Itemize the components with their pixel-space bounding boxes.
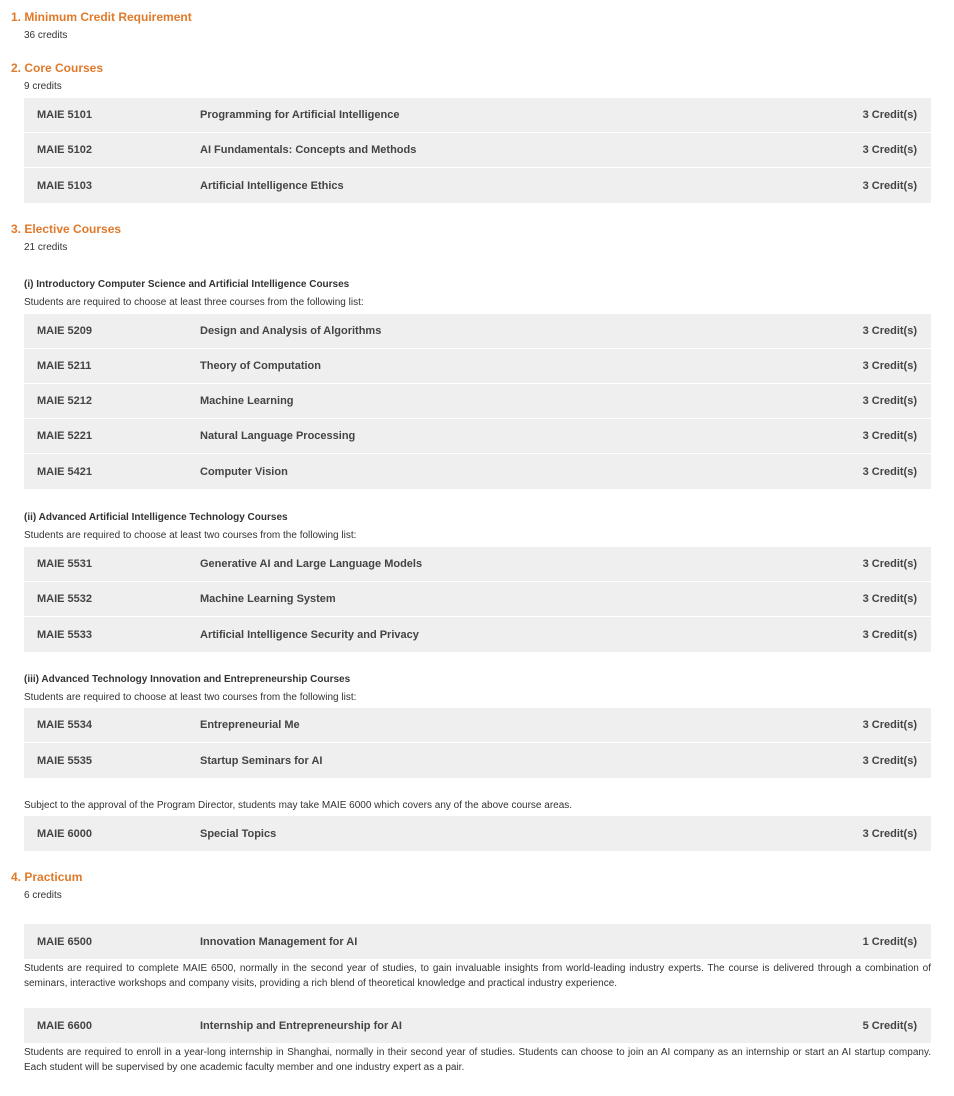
table-row	[24, 349, 931, 384]
special-topics-note: Subject to the approval of the Program Director, students may take MAIE 6000 which covers any of the above course areas.	[24, 800, 573, 811]
course-credits: 3 Credit(s)	[862, 109, 917, 121]
course-name: Machine Learning	[200, 395, 294, 407]
table-row	[24, 98, 931, 133]
course-code: MAIE 5221	[37, 430, 93, 442]
course-description: Students are required to complete MAIE 6500, normally in the second year of studies, to gain invaluable insights from world-leading industry experts. The course is delivered through a combination of seminars, interactive workshops and company visits, providing a rich blend of theoretical knowledge and practical industry experience.	[24, 963, 931, 989]
course-table-introductory	[24, 314, 931, 489]
table-row	[24, 419, 931, 454]
table-row	[24, 314, 931, 349]
group-note: Students are required to choose at least three courses from the following list:	[24, 297, 364, 308]
course-name: Artificial Intelligence Security and Privacy	[200, 628, 419, 641]
course-code: MAIE 6000	[37, 827, 93, 840]
section-title-practicum: 4. Practicum	[11, 870, 83, 884]
course-name: Artificial Intelligence Ethics	[200, 179, 344, 192]
course-credits: 3 Credit(s)	[862, 719, 917, 731]
course-credits: 1 Credit(s)	[862, 935, 917, 948]
section-title-elective-courses: 3. Elective Courses	[11, 222, 122, 236]
course-credits: 3 Credit(s)	[862, 360, 917, 372]
course-table-core	[24, 98, 931, 203]
course-credits: 3 Credit(s)	[862, 558, 917, 570]
course-credits: 3 Credit(s)	[862, 827, 917, 840]
course-name: Natural Language Processing	[200, 430, 356, 442]
section-credits: 6 credits	[24, 890, 62, 901]
course-name: Machine Learning System	[200, 593, 336, 605]
course-code: MAIE 5533	[37, 628, 93, 641]
course-table-entrepreneurship	[24, 708, 931, 778]
table-row	[24, 582, 931, 617]
group-note: Students are required to choose at least two courses from the following list:	[24, 530, 357, 541]
course-code: MAIE 5531	[37, 558, 93, 570]
section-title-minimum-credit: 1. Minimum Credit Requirement	[11, 10, 192, 24]
table-row	[24, 384, 931, 419]
course-code: MAIE 5421	[37, 465, 93, 478]
course-name: Special Topics	[200, 827, 277, 840]
table-row	[24, 454, 931, 489]
course-table-special	[24, 816, 931, 851]
course-name: Generative AI and Large Language Models	[200, 558, 423, 570]
course-code: MAIE 5212	[37, 395, 93, 407]
course-code: MAIE 5534	[37, 719, 93, 731]
course-table-advanced-ai	[24, 547, 931, 652]
course-code: MAIE 5101	[37, 109, 93, 121]
section-credits: 21 credits	[24, 242, 68, 253]
course-code: MAIE 5211	[37, 360, 92, 372]
course-credits: 3 Credit(s)	[862, 179, 917, 192]
course-name: Design and Analysis of Algorithms	[200, 325, 382, 337]
table-row	[24, 924, 931, 959]
course-table-practicum-1	[24, 924, 931, 959]
course-code: MAIE 5102	[37, 144, 93, 156]
group-note: Students are required to choose at least two courses from the following list:	[24, 692, 357, 703]
table-row	[24, 743, 931, 778]
section-title-core-courses: 2. Core Courses	[11, 61, 104, 75]
table-row	[24, 617, 931, 652]
course-credits: 3 Credit(s)	[862, 465, 917, 478]
table-row	[24, 816, 931, 851]
course-name: Programming for Artificial Intelligence	[200, 109, 400, 121]
course-credits: 3 Credit(s)	[862, 144, 917, 156]
course-code: MAIE 5103	[37, 179, 93, 192]
table-row	[24, 168, 931, 203]
course-name: AI Fundamentals: Concepts and Methods	[200, 144, 417, 156]
group-heading: (iii) Advanced Technology Innovation and Entrepreneurship Courses	[24, 674, 351, 685]
course-name: Computer Vision	[200, 465, 288, 478]
course-name: Startup Seminars for AI	[200, 754, 323, 767]
course-credits: 3 Credit(s)	[862, 754, 917, 767]
course-code: MAIE 5532	[37, 593, 93, 605]
course-name: Theory of Computation	[200, 360, 321, 372]
course-code: MAIE 6600	[37, 1019, 93, 1032]
course-name: Internship and Entrepreneurship for AI	[200, 1019, 402, 1032]
course-name: Innovation Management for AI	[200, 935, 358, 948]
course-credits: 3 Credit(s)	[862, 395, 917, 407]
group-heading: (i) Introductory Computer Science and Artificial Intelligence Courses	[24, 279, 350, 290]
section-credits: 36 credits	[24, 30, 68, 41]
course-credits: 3 Credit(s)	[862, 325, 917, 337]
course-code: MAIE 6500	[37, 935, 93, 948]
course-description: Students are required to enroll in a year-long internship in Shanghai, normally in their second year of studies. Students can choose to join an AI company as an internship or start an AI startup company. Each student will be supervised by one academic faculty member and one industry expert as a pair.	[24, 1047, 931, 1073]
section-credits: 9 credits	[24, 81, 62, 92]
course-code: MAIE 5209	[37, 325, 93, 337]
group-heading: (ii) Advanced Artificial Intelligence Technology Courses	[24, 512, 288, 523]
course-name: Entrepreneurial Me	[200, 719, 300, 731]
table-row	[24, 133, 931, 168]
course-table-practicum-2	[24, 1008, 931, 1043]
course-code: MAIE 5535	[37, 754, 93, 767]
course-credits: 3 Credit(s)	[862, 593, 917, 605]
table-row	[24, 708, 931, 743]
course-credits: 3 Credit(s)	[862, 628, 917, 641]
course-credits: 3 Credit(s)	[862, 430, 917, 442]
course-credits: 5 Credit(s)	[862, 1019, 917, 1032]
table-row	[24, 1008, 931, 1043]
table-row	[24, 547, 931, 582]
